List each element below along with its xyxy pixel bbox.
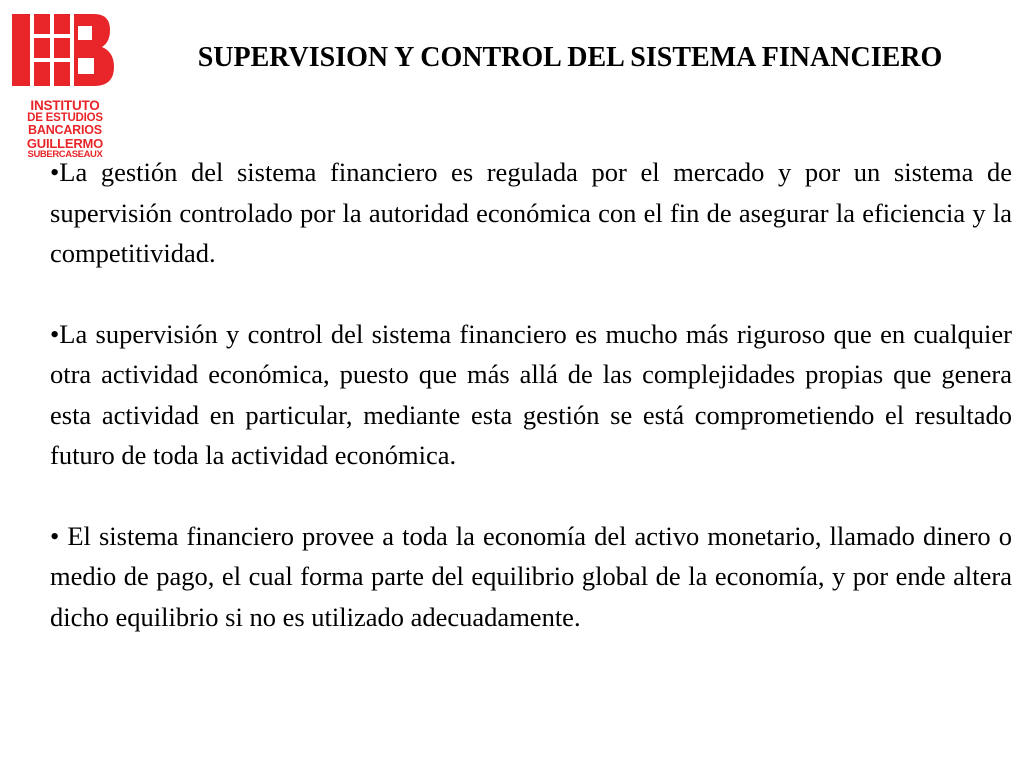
logo-line-3: BANCARIOS (28, 123, 102, 137)
bullet-paragraph: • El sistema financiero provee a toda la economía del activo monetario, llamado dinero o medio de pago, el cual forma parte del equilibrio global de la economía, y por ende altera dicho equilibrio si no es utilizado adecuadamente. (50, 520, 1012, 632)
logo-line-5: SUBERCASEAUX (27, 148, 103, 160)
logo-line-4: GUILLERMO (26, 135, 104, 151)
slide-body (50, 152, 1012, 637)
logo-line-2: DE ESTUDIOS (27, 111, 103, 124)
logo-line-1: INSTITUTO (30, 98, 100, 113)
bullet-paragraph: •La gestión del sistema financiero es regulada por el mercado y por un sistema de supervisión controlado por la autoridad económica con el fin de asegurar la eficiencia y la competitividad. (50, 157, 1012, 268)
slide-title: SUPERVISION Y CONTROL DEL SISTEMA FINANCIERO (197, 42, 943, 73)
bullet-paragraph: •La supervisión y control del sistema financiero es mucho más riguroso que en cualquier otra actividad económica, puesto que más allá de las complejidades propias que genera esta actividad en particular, mediante esta gestión se está comprometiendo el resultado futuro de toda la actividad económica. (50, 318, 1012, 470)
logo-wordmark (10, 99, 120, 159)
ieb-emblem-icon (10, 12, 120, 92)
institute-logo (10, 12, 120, 162)
